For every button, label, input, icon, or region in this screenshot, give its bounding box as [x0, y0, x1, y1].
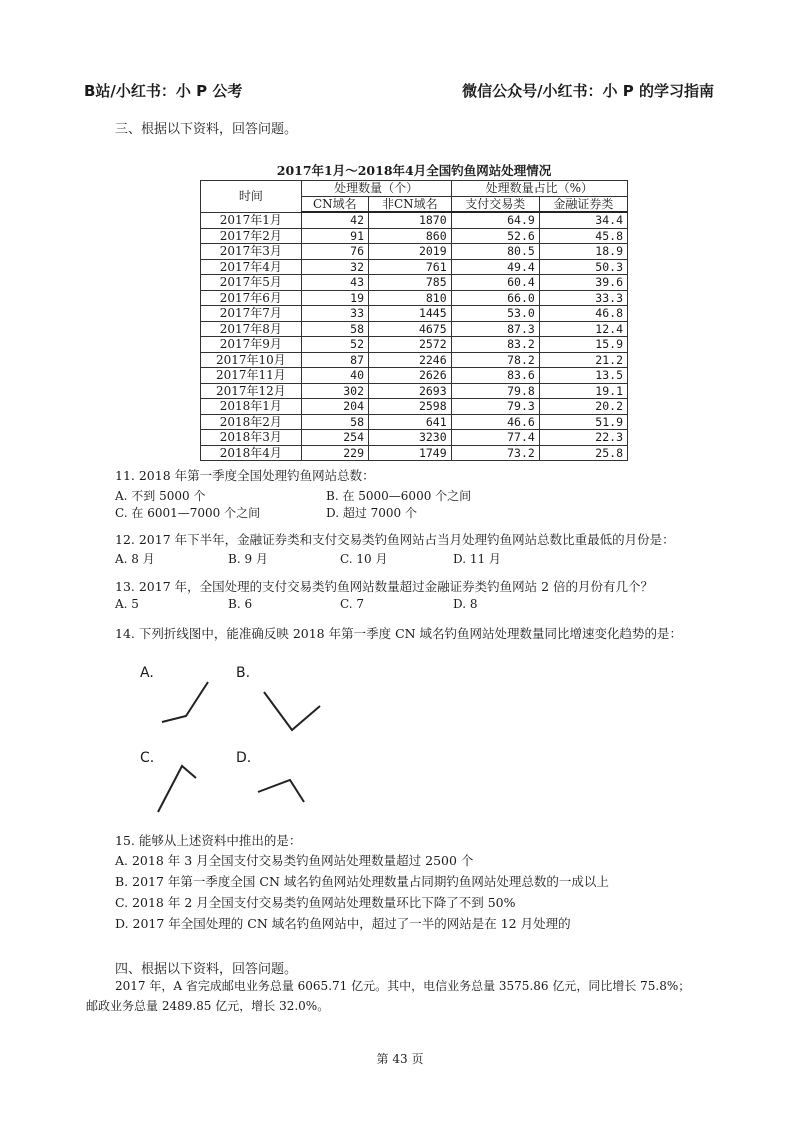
cell-finance: 21.2 — [539, 352, 627, 368]
q14-line-b — [264, 692, 320, 730]
section3-intro: 三、根据以下资料，回答问题。 — [115, 122, 298, 137]
col-cn: CN域名 — [301, 196, 368, 212]
cell-cn: 76 — [301, 244, 368, 260]
q14-option-b: B. — [236, 665, 251, 681]
cell-payment: 52.6 — [451, 228, 539, 244]
cell-time: 2018年2月 — [201, 414, 302, 430]
section4-paragraph-1: 2017 年，A 省完成邮电业务总量 6065.71 亿元。其中，电信业务总量 3575.86 亿元，同比增长 75.8%； — [115, 979, 691, 993]
cell-non-cn: 4675 — [369, 321, 452, 337]
q11-stem: 11. 2018 年第一季度全国处理钓鱼网站总数： — [115, 468, 375, 483]
cell-finance: 51.9 — [539, 414, 627, 430]
q12-stem: 12. 2017 年下半年，金融证券类和支付交易类钓鱼网站占当月处理钓鱼网站总数比重最低的月份是： — [115, 532, 675, 547]
cell-non-cn: 785 — [369, 275, 452, 291]
cell-time: 2017年3月 — [201, 244, 302, 260]
cell-finance: 33.3 — [539, 290, 627, 306]
cell-payment: 64.9 — [451, 212, 539, 228]
q14-line-d — [258, 780, 304, 802]
cell-cn: 204 — [301, 399, 368, 415]
page-number: 第 43 页 — [376, 1052, 424, 1066]
cell-finance: 13.5 — [539, 368, 627, 384]
q12-option-b: B. 9 月 — [228, 552, 268, 566]
cell-time: 2017年11月 — [201, 368, 302, 384]
cell-non-cn: 2572 — [369, 337, 452, 353]
cell-payment: 79.3 — [451, 399, 539, 415]
cell-cn: 302 — [301, 383, 368, 399]
cell-time: 2017年6月 — [201, 290, 302, 306]
q14-option-a: A. — [140, 665, 154, 681]
cell-time: 2017年5月 — [201, 275, 302, 291]
cell-cn: 91 — [301, 228, 368, 244]
cell-cn: 32 — [301, 259, 368, 275]
cell-finance: 39.6 — [539, 275, 627, 291]
cell-payment: 83.6 — [451, 368, 539, 384]
cell-non-cn: 1749 — [369, 445, 452, 461]
cell-payment: 73.2 — [451, 445, 539, 461]
cell-cn: 42 — [301, 212, 368, 228]
col-payment: 支付交易类 — [451, 196, 539, 212]
cell-time: 2017年10月 — [201, 352, 302, 368]
q14-line-c — [158, 766, 196, 812]
cell-time: 2017年9月 — [201, 337, 302, 353]
q11-option-c: C. 在 6001—7000 个之间 — [115, 506, 261, 520]
q14-line-a — [162, 682, 208, 722]
q11-option-a: A. 不到 5000 个 — [115, 489, 206, 503]
cell-cn: 58 — [301, 414, 368, 430]
q15-stem: 15. 能够从上述资料中推出的是： — [115, 833, 302, 848]
cell-finance: 25.8 — [539, 445, 627, 461]
q13-option-c: C. 7 — [340, 597, 365, 611]
q12-option-a: A. 8 月 — [115, 552, 155, 566]
col-group-count: 处理数量（个） — [301, 181, 451, 197]
header-left: B站/小红书：小 P 公考 — [84, 82, 243, 100]
col-group-share: 处理数量占比（%） — [451, 181, 627, 197]
cell-cn: 254 — [301, 430, 368, 446]
cell-non-cn: 641 — [369, 414, 452, 430]
cell-cn: 40 — [301, 368, 368, 384]
q13-option-b: B. 6 — [228, 597, 253, 611]
cell-cn: 43 — [301, 275, 368, 291]
cell-finance: 12.4 — [539, 321, 627, 337]
cell-payment: 78.2 — [451, 352, 539, 368]
cell-non-cn: 761 — [369, 259, 452, 275]
cell-finance: 20.2 — [539, 399, 627, 415]
cell-time: 2018年4月 — [201, 445, 302, 461]
cell-time: 2017年12月 — [201, 383, 302, 399]
col-finance: 金融证券类 — [539, 196, 627, 212]
header-right: 微信公众号/小红书：小 P 的学习指南 — [462, 82, 714, 100]
cell-non-cn: 860 — [369, 228, 452, 244]
col-time: 时间 — [201, 181, 302, 213]
q12-option-c: C. 10 月 — [340, 552, 388, 566]
cell-non-cn: 2626 — [369, 368, 452, 384]
q15-option-d: D. 2017 年全国处理的 CN 域名钓鱼网站中，超过了一半的网站是在 12 月处理的 — [115, 916, 571, 931]
col-non-cn: 非CN域名 — [369, 196, 452, 212]
cell-finance: 22.3 — [539, 430, 627, 446]
q11-option-b: B. 在 5000—6000 个之间 — [326, 489, 472, 503]
cell-time: 2017年8月 — [201, 321, 302, 337]
cell-payment: 80.5 — [451, 244, 539, 260]
table-title: 2017年1月～2018年4月全国钓鱼网站处理情况 — [276, 163, 552, 178]
cell-cn: 229 — [301, 445, 368, 461]
cell-cn: 33 — [301, 306, 368, 322]
q13-option-a: A. 5 — [115, 597, 139, 611]
cell-payment: 60.4 — [451, 275, 539, 291]
cell-payment: 49.4 — [451, 259, 539, 275]
cell-non-cn: 2693 — [369, 383, 452, 399]
cell-payment: 53.0 — [451, 306, 539, 322]
cell-time: 2017年7月 — [201, 306, 302, 322]
q14-option-d: D. — [236, 750, 252, 766]
cell-payment: 79.8 — [451, 383, 539, 399]
cell-time: 2017年4月 — [201, 259, 302, 275]
cell-time: 2018年1月 — [201, 399, 302, 415]
cell-cn: 58 — [301, 321, 368, 337]
cell-cn: 87 — [301, 352, 368, 368]
q13-stem: 13. 2017 年，全国处理的支付交易类钓鱼网站数量超过金融证券类钓鱼网站 2 倍的月份有几个？ — [115, 579, 654, 594]
cell-finance: 34.4 — [539, 212, 627, 228]
cell-time: 2017年2月 — [201, 228, 302, 244]
cell-non-cn: 1870 — [369, 212, 452, 228]
q15-option-c: C. 2018 年 2 月全国支付交易类钓鱼网站处理数量环比下降了不到 50% — [115, 895, 516, 910]
cell-cn: 52 — [301, 337, 368, 353]
cell-finance: 18.9 — [539, 244, 627, 260]
cell-finance: 46.8 — [539, 306, 627, 322]
cell-non-cn: 1445 — [369, 306, 452, 322]
q14-stem: 14. 下列折线图中，能准确反映 2018 年第一季度 CN 域名钓鱼网站处理数量同比增速变化趋势的是： — [115, 626, 683, 641]
q12-option-d: D. 11 月 — [453, 552, 501, 566]
section4-paragraph-2: 邮政业务总量 2489.85 亿元，增长 32.0%。 — [86, 999, 330, 1013]
cell-finance: 19.1 — [539, 383, 627, 399]
cell-finance: 15.9 — [539, 337, 627, 353]
cell-payment: 66.0 — [451, 290, 539, 306]
cell-non-cn: 2019 — [369, 244, 452, 260]
cell-cn: 19 — [301, 290, 368, 306]
cell-time: 2018年3月 — [201, 430, 302, 446]
q13-option-d: D. 8 — [453, 597, 478, 611]
q11-option-d: D. 超过 7000 个 — [326, 506, 417, 520]
cell-payment: 83.2 — [451, 337, 539, 353]
cell-non-cn: 810 — [369, 290, 452, 306]
cell-payment: 77.4 — [451, 430, 539, 446]
cell-non-cn: 3230 — [369, 430, 452, 446]
cell-finance: 50.3 — [539, 259, 627, 275]
q15-option-b: B. 2017 年第一季度全国 CN 域名钓鱼网站处理数量占同期钓鱼网站处理总数的一成以上 — [115, 874, 609, 889]
cell-payment: 87.3 — [451, 321, 539, 337]
cell-payment: 46.6 — [451, 414, 539, 430]
cell-non-cn: 2598 — [369, 399, 452, 415]
cell-non-cn: 2246 — [369, 352, 452, 368]
cell-time: 2017年1月 — [201, 212, 302, 228]
q15-option-a: A. 2018 年 3 月全国支付交易类钓鱼网站处理数量超过 2500 个 — [115, 853, 474, 868]
q14-option-c: C. — [140, 750, 155, 766]
section4-intro: 四、根据以下资料，回答问题。 — [115, 962, 298, 977]
cell-finance: 45.8 — [539, 228, 627, 244]
